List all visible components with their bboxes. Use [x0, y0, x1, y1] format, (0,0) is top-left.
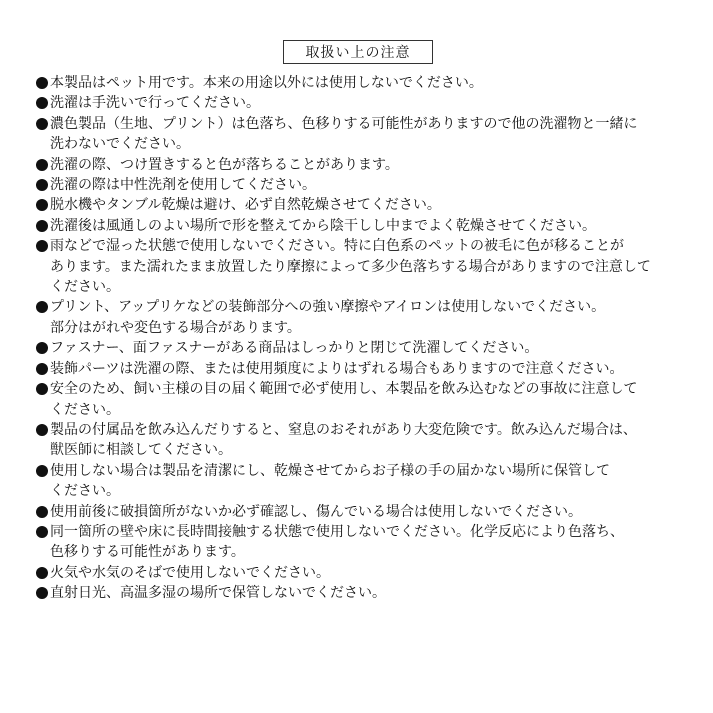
note-item [36, 583, 676, 603]
note-text-line: 本製品はペット用です。本来の用途以外には使用しないでください。 [50, 75, 483, 91]
note-item [36, 216, 676, 236]
note-text-line: ください。 [50, 483, 120, 500]
note-item [36, 236, 676, 297]
bullet-icon [36, 179, 48, 191]
bullet-icon [36, 587, 48, 599]
note-text-line: 脱水機やタンブル乾燥は避け、必ず自然乾燥させてください。 [50, 197, 441, 214]
bullet-icon [36, 383, 48, 395]
bullet-icon [36, 465, 48, 477]
note-text-line: 洗濯は手洗いで行ってください。 [50, 95, 260, 112]
care-notes-list [36, 73, 676, 604]
note-item [36, 195, 676, 215]
bullet-icon [36, 97, 48, 109]
bullet-icon [36, 159, 48, 171]
note-item [36, 420, 676, 461]
note-item [36, 338, 676, 358]
note-text-line: 直射日光、高温多湿の場所で保管しないでください。 [50, 585, 386, 602]
bullet-icon [36, 506, 48, 518]
bullet-icon [36, 118, 48, 130]
note-item [36, 461, 676, 502]
note-item [36, 155, 676, 175]
bullet-icon [36, 342, 48, 354]
bullet-icon [36, 240, 48, 252]
bullet-icon [36, 363, 48, 375]
note-text-line: 洗濯の際、つけ置きすると色が落ちることがあります。 [50, 156, 399, 173]
note-text-line: 獣医師に相談してください。 [50, 442, 232, 459]
bullet-icon [36, 567, 48, 579]
note-text-line: 使用前後に破損箇所がないか必ず確認し、傷んでいる場合は使用しないでください。 [50, 503, 582, 520]
note-text-line: 装飾パーツは洗濯の際、または使用頻度によりはずれる場合もありますので注意ください。 [50, 360, 624, 377]
page-title: 取扱い上の注意 [283, 40, 433, 64]
note-item [36, 297, 676, 338]
note-text-line: 使用しない場合は製品を清潔にし、乾燥させてからお子様の手の届かない場所に保管して [50, 462, 610, 479]
bullet-icon [36, 77, 48, 89]
note-item [36, 175, 676, 195]
note-item [36, 379, 676, 420]
note-text-line: プリント、アップリケなどの装飾部分への強い摩擦やアイロンは使用しないでください。 [50, 299, 606, 316]
note-item [36, 563, 676, 583]
bullet-icon [36, 199, 48, 211]
bullet-icon [36, 424, 48, 436]
note-item [36, 114, 676, 155]
note-item [36, 522, 676, 563]
bullet-icon [36, 301, 48, 313]
note-item [36, 359, 676, 379]
note-text-line: 洗濯の際は中性洗剤を使用してください。 [50, 177, 316, 194]
note-text-line: 洗わないでください。 [50, 136, 190, 153]
note-text-line: 製品の付属品を飲み込んだりすると、窒息のおそれがあり大変危険です。飲み込んだ場合は、 [50, 421, 637, 438]
note-text-line: 色移りする可能性があります。 [50, 544, 245, 561]
note-text-line: 濃色製品（生地、プリント）は色落ち、色移りする可能性がありますので他の洗濯物と一緒に [50, 115, 638, 132]
note-text-line: 洗濯後は風通しのよい場所で形を整えてから陰干しし中までよく乾燥させてください。 [50, 217, 596, 234]
note-text-line: あります。また濡れたまま放置したり摩擦によって多少色落ちする場合がありますので注意して [50, 258, 651, 275]
bullet-icon [36, 220, 48, 232]
note-text-line: ファスナー、面ファスナーがある商品はしっかりと閉じて洗濯してください。 [50, 340, 539, 357]
note-item [36, 502, 676, 522]
note-item [36, 93, 676, 113]
note-item [36, 73, 676, 93]
note-text-line: 安全のため、飼い主様の目の届く範囲で必ず使用し、本製品を飲み込むなどの事故に注意して [50, 381, 638, 398]
note-text-line: 火気や水気のそばで使用しないでください。 [50, 564, 330, 581]
note-text-line: ください。 [50, 401, 120, 418]
note-text-line: 同一箇所の壁や床に長時間接触する状態で使用しないでください。化学反応により色落ち、 [50, 523, 624, 540]
note-text-line: 雨などで湿った状態で使用しないでください。特に白色系のペットの被毛に色が移ることが [50, 238, 624, 255]
note-text-line: ください。 [50, 279, 120, 296]
bullet-icon [36, 526, 48, 538]
note-text-line: 部分はがれや変色する場合があります。 [50, 319, 301, 336]
